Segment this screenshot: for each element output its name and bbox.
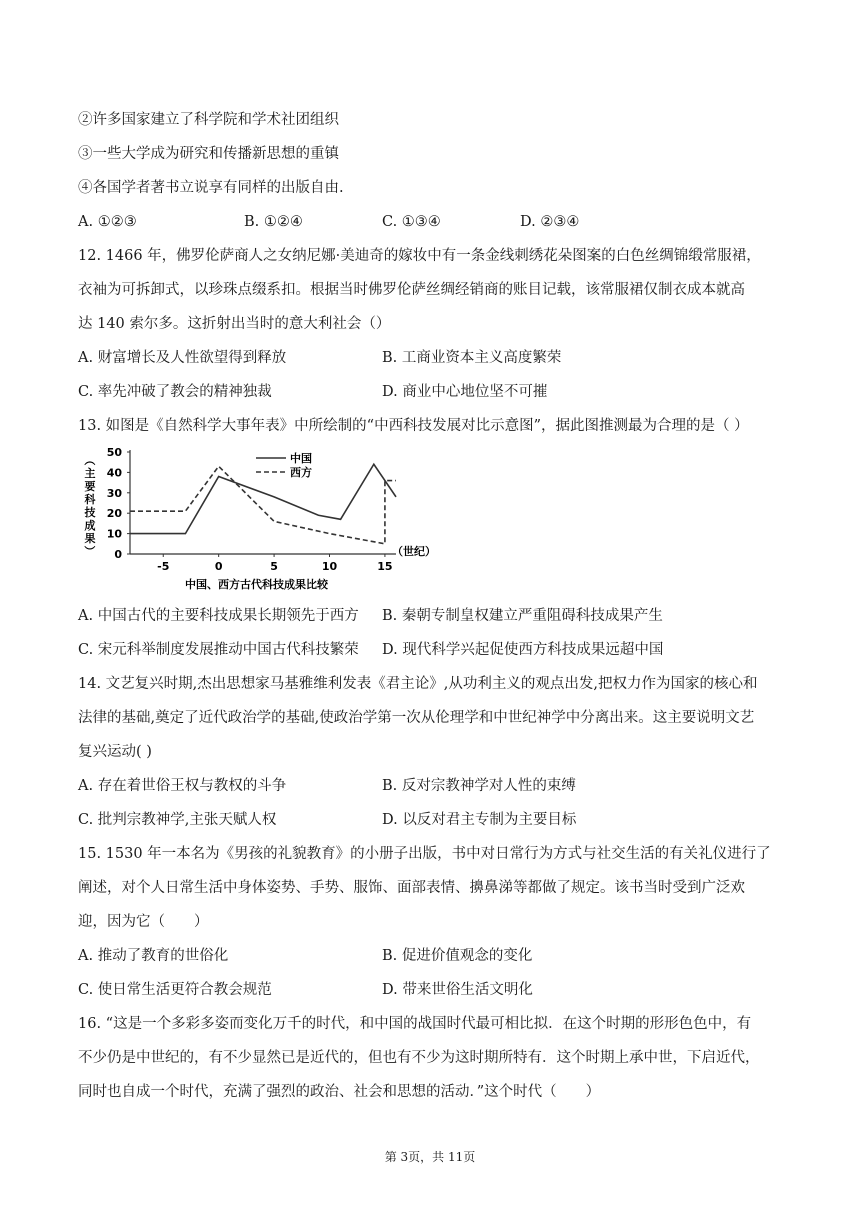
x-tick-label: 0 (214, 560, 223, 573)
y-tick-label: 0 (114, 548, 122, 561)
q14-option-d: D. 以反对君主专制为主要目标 (382, 812, 577, 828)
q12-option-a: A. 财富增长及人性欲望得到释放 (78, 350, 287, 366)
series-line-中国 (130, 464, 396, 533)
legend-label: 西方 (290, 466, 312, 479)
y-tick-label: 40 (106, 466, 122, 480)
q15-option-a: A. 推动了教育的世俗化 (78, 948, 229, 964)
q15-option-d: D. 带来世俗生活文明化 (382, 982, 533, 998)
y-tick-label: 50 (106, 446, 122, 459)
q13-option-a: A. 中国古代的主要科技成果长期领先于西方 (78, 608, 359, 624)
x-axis-label: （世纪） (392, 545, 436, 558)
q15-stem-line-3: 迎，因为它（ ） (78, 914, 209, 930)
y-tick-label: 10 (106, 527, 122, 541)
x-tick-labels (157, 560, 392, 573)
q14-stem-line-3: 复兴运动( ) (78, 744, 152, 760)
y-axis-label-char: 成 (84, 519, 96, 532)
q14-option-a: A. 存在着世俗王权与教权的斗争 (78, 778, 287, 794)
q16-stem-line-1: 16. “这是一个多彩多姿而变化万千的时代，和中国的战国时代最可相比拟．在这个时期的形形色色中，有 (78, 1016, 752, 1032)
x-tick-label: -5 (157, 560, 170, 573)
q15-stem-line-1: 15. 1530 年一本名为《男孩的礼貌教育》的小册子出版，书中对日常行为方式与社交生活的有关礼仪进行了 (78, 846, 771, 862)
q14-option-c: C. 批判宗教神学,主张天赋人权 (78, 812, 277, 828)
chart-legend (256, 451, 312, 479)
q14-stem-line-1: 14. 文艺复兴时期,杰出思想家马基雅维利发表《君主论》,从功利主义的观点出发,把权力作为国家的核心和 (78, 676, 758, 692)
q13-option-d: D. 现代科学兴起促使西方科技成果远超中国 (382, 642, 664, 658)
y-axis-label-char: 技 (84, 506, 96, 519)
q13-stem-line-1: 13. 如图是《自然科学大事年表》中所绘制的“中西科技发展对比示意图”，据此图推测最为合理的是（ ） (78, 418, 749, 434)
legend-label: 中国 (290, 452, 312, 465)
q16-stem-line-2: 不少仍是中世纪的，有不少显然已是近代的，但也有不少为这时期所特有．这个时期上承中世，下启近代， (78, 1050, 760, 1066)
q11-item-3: ③一些大学成为研究和传播新思想的重镇 (78, 146, 339, 162)
q12-option-d: D. 商业中心地位坚不可摧 (382, 384, 548, 400)
q11-option-d: D. ②③④ (520, 214, 580, 230)
q12-stem-line-2: 衣袖为可拆卸式，以珍珠点缀系扣。根据当时佛罗伦萨丝绸经销商的账目记载，该常服裙仅制衣成本就高 (78, 282, 745, 298)
y-axis-label-char: ） (83, 545, 96, 557)
chart-series (130, 464, 396, 544)
q12-stem-line-1: 12. 1466 年，佛罗伦萨商人之女纳尼娜·美迪奇的嫁妆中有一条金线刺绣花朵图案的白色丝绸锦缎常服裙， (78, 248, 761, 264)
q12-option-c: C. 率先冲破了教会的精神独裁 (78, 384, 272, 400)
y-tick-label: 20 (106, 507, 122, 521)
page-footer: 第 3页，共 11页 (384, 1150, 476, 1164)
q15-option-c: C. 使日常生活更符合教会规范 (78, 982, 272, 998)
x-tick-label: 10 (321, 560, 338, 573)
x-tick-label: 5 (270, 560, 278, 573)
q11-option-c: C. ①③④ (382, 214, 441, 230)
q11-option-a: A. ①②③ (78, 214, 137, 230)
y-axis-label-char: 科 (84, 493, 96, 506)
q12-option-b: B. 工商业资本主义高度繁荣 (382, 350, 562, 366)
chart-title: 中国、西方古代科技成果比较 (185, 578, 328, 591)
y-tick-label: 30 (106, 486, 122, 500)
x-tick-label: 15 (377, 560, 393, 573)
y-axis-label-char: 要 (84, 480, 96, 493)
series-line-西方 (130, 466, 396, 544)
y-axis-label-char: 主 (84, 467, 96, 480)
y-axis-label-char: 果 (84, 532, 96, 545)
q13-option-b: B. 秦朝专制皇权建立严重阻碍科技成果产生 (382, 608, 663, 624)
y-axis-label (83, 455, 97, 557)
q16-stem-line-3: 同时也自成一个时代，充满了强烈的政治、社会和思想的活动．”这个时代（ ） (78, 1084, 601, 1100)
q11-option-b: B. ①②④ (244, 214, 303, 230)
q11-item-2: ②许多国家建立了科学院和学术社团组织 (78, 112, 339, 128)
y-axis-label-char: （ (83, 454, 96, 466)
q15-stem-line-2: 阐述，对个人日常生活中身体姿势、手势、服饰、面部表情、擤鼻涕等都做了规定。该书当时受到广泛欢 (78, 880, 745, 896)
q13-option-c: C. 宋元科举制度发展推动中国古代科技繁荣 (78, 642, 359, 658)
tech-comparison-chart (80, 442, 450, 602)
q12-stem-line-3: 达 140 索尔多。这折射出当时的意大利社会（） (78, 316, 391, 332)
q15-option-b: B. 促进价值观念的变化 (382, 948, 533, 964)
q11-item-4: ④各国学者著书立说享有同样的出版自由. (78, 180, 344, 196)
q14-option-b: B. 反对宗教神学对人性的束缚 (382, 778, 576, 794)
chart-axes (127, 450, 396, 557)
y-tick-labels (107, 446, 123, 561)
q14-stem-line-2: 法律的基础,奠定了近代政治学的基础,使政治学第一次从伦理学和中世纪神学中分离出来。这主要说明文艺 (78, 710, 755, 726)
